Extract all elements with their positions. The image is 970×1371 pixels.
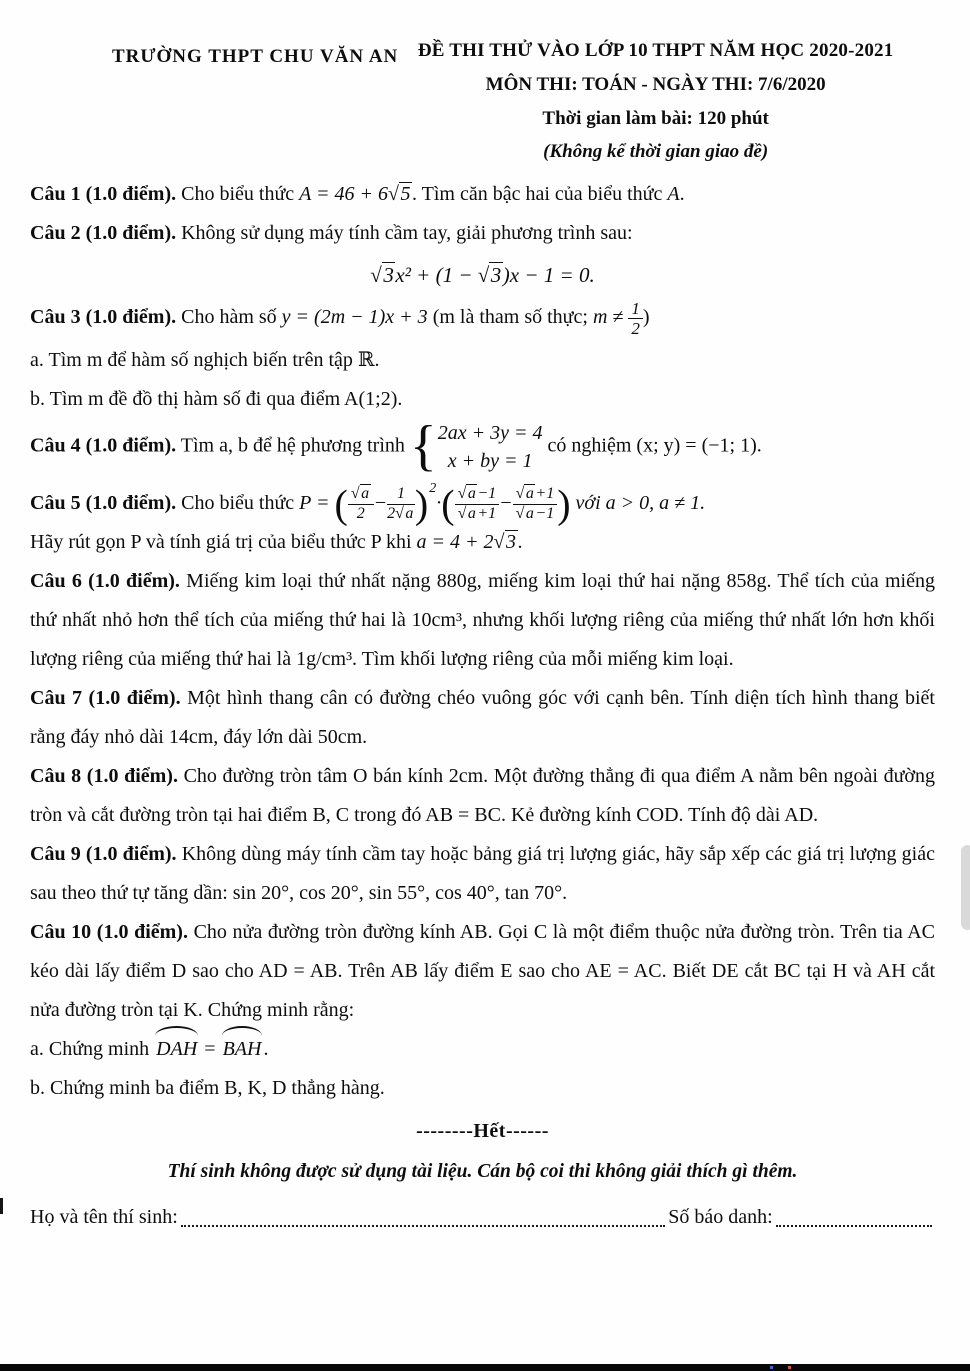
q5-formula bbox=[299, 480, 706, 527]
radicand: a bbox=[525, 504, 534, 522]
question-3a bbox=[30, 341, 935, 380]
open-paren: ( bbox=[441, 481, 455, 527]
exam-header bbox=[30, 34, 935, 169]
sqrt-radical bbox=[516, 484, 536, 502]
close-paren: ) bbox=[557, 481, 571, 527]
q2-radicand-1: 3 bbox=[383, 263, 394, 288]
sqrt-icon: √ bbox=[457, 485, 467, 503]
sqrt-radical bbox=[395, 504, 415, 522]
question-5 bbox=[30, 475, 935, 527]
den-coefficient: 2 bbox=[387, 504, 396, 522]
fraction-numerator: 1 bbox=[387, 485, 415, 504]
question-3 bbox=[30, 298, 935, 338]
sqrt-icon: √ bbox=[477, 263, 490, 288]
question-8-text: Cho đường tròn tâm O bán kính 2cm. Một đường thẳng đi qua điểm A nằm bên ngoài đường tròn và cắt đường tròn tại hai điểm B, C trong đó AB = BC. Kẻ đường kính COD. Tính độ dài AD. bbox=[30, 764, 935, 826]
header-note-line: (Không kể thời gian giao đề) bbox=[543, 141, 769, 163]
question-2-text: Không sử dụng máy tính cầm tay, giải phương trình sau: bbox=[176, 222, 633, 245]
sqrt-radical bbox=[494, 530, 518, 553]
fraction-numerator bbox=[348, 485, 374, 504]
question-7-text: Một hình thang cân có đường chéo vuông góc với cạnh bên. Tính diện tích hình thang biết rằng đáy nhỏ dài 14cm, đáy lớn dài 50cm. bbox=[30, 686, 935, 748]
exponent-2: 2 bbox=[429, 480, 437, 496]
fraction-1-over-2sqrta bbox=[387, 485, 415, 523]
question-5-label: Câu 5 (1.0 điểm). bbox=[30, 491, 177, 514]
question-4-text: Tìm a, b để hệ phương trình bbox=[176, 434, 410, 457]
sqrt-radical bbox=[388, 182, 412, 205]
minus-sign: − bbox=[499, 491, 513, 514]
den-tail: −1 bbox=[535, 504, 555, 522]
question-2-equation bbox=[30, 255, 935, 296]
sqrt-icon: √ bbox=[370, 263, 382, 288]
question-10-text: Cho nửa đường tròn đường kính AB. Gọi C là một điểm thuộc nửa đường tròn. Trên tia AC kéo dài lấy điểm D sao cho AD = AB. Trên AB lấy điểm E sao cho AE = AC. Biết DE cắt BC tại H và AH cắt nửa đường tròn tại K. Chứng minh rằng: bbox=[30, 920, 935, 1021]
fraction-numerator bbox=[513, 485, 558, 504]
subject-date-line: MÔN THI: TOÁN - NGÀY THI: 7/6/2020 bbox=[485, 73, 826, 95]
school-name: TRƯỜNG THPT CHU VĂN AN bbox=[112, 46, 399, 67]
sqrt-icon: √ bbox=[515, 504, 525, 522]
radicand: a bbox=[467, 485, 476, 503]
q5-condition: với a > 0, a ≠ 1. bbox=[570, 491, 706, 514]
radicand: a bbox=[405, 504, 414, 522]
question-3-label: Câu 3 (1.0 điểm). bbox=[30, 306, 177, 329]
scan-speck-artifact bbox=[788, 1366, 791, 1369]
sqrt-icon: √ bbox=[457, 504, 467, 522]
fraction-sqrta-plus-1 bbox=[513, 485, 558, 523]
radicand: a bbox=[361, 485, 370, 503]
equals-sign: = bbox=[199, 1037, 221, 1060]
question-5-text: Cho biểu thức bbox=[176, 491, 300, 514]
q2-eq-end: )x − 1 = 0. bbox=[502, 263, 595, 288]
question-9-text: Không dùng máy tính cầm tay hoặc bảng giá trị lượng giác, hãy sắp xếp các giá trị lượng giác sau theo thứ tự tăng dần: sin 20°, cos 20°, sin 55°, cos 40°, tan 70°. bbox=[30, 842, 935, 904]
end-of-exam-marker: --------Hết------ bbox=[416, 1119, 549, 1142]
fraction-numerator: 1 bbox=[628, 299, 643, 320]
sqrt-icon: √ bbox=[350, 485, 360, 503]
candidate-name-label: Họ và tên thí sinh: bbox=[30, 1205, 178, 1228]
question-8 bbox=[30, 757, 935, 835]
question-10-label: Câu 10 (1.0 điểm). bbox=[30, 920, 188, 943]
question-1 bbox=[30, 175, 935, 214]
fraction-denominator bbox=[387, 505, 415, 523]
scan-smudge-artifact bbox=[961, 845, 970, 930]
fraction-sqrta-minus-1 bbox=[455, 485, 500, 523]
question-10b bbox=[30, 1069, 935, 1108]
question-6 bbox=[30, 562, 935, 679]
question-2-label: Câu 2 (1.0 điểm). bbox=[30, 222, 177, 245]
angle-DAH: DAH bbox=[154, 1030, 199, 1069]
q3-function: y = (2m − 1)x + 3 bbox=[281, 306, 428, 329]
candidate-number-dotted-line bbox=[776, 1225, 932, 1227]
sqrt-radical bbox=[458, 504, 478, 522]
question-1-period: . bbox=[679, 183, 685, 206]
radicand: 3 bbox=[506, 530, 516, 553]
question-8-label: Câu 8 (1.0 điểm). bbox=[30, 764, 178, 787]
fraction-denominator: 2 bbox=[631, 319, 640, 339]
question-9-label: Câu 9 (1.0 điểm). bbox=[30, 842, 177, 865]
sqrt-radical bbox=[351, 484, 371, 502]
den-tail: +1 bbox=[477, 504, 497, 522]
num-tail: +1 bbox=[535, 485, 555, 503]
q1-expression: A = 46 + 6 bbox=[299, 183, 389, 206]
q2-eq-mid: x² + (1 − bbox=[395, 263, 478, 288]
question-5-line2 bbox=[30, 523, 935, 562]
question-3b-text: b. Tìm m đề đồ thị hàm số đi qua điểm A(1;2). bbox=[30, 387, 403, 410]
duration-line: Thời gian làm bài: 120 phút bbox=[542, 107, 769, 129]
close-paren: ) bbox=[414, 481, 429, 527]
question-3-text-2: (m là tham số thực; bbox=[427, 306, 593, 329]
fraction-denominator: 2 bbox=[356, 504, 365, 522]
question-2 bbox=[30, 214, 935, 253]
sqrt-radical bbox=[370, 262, 395, 287]
question-10 bbox=[30, 913, 935, 1030]
question-4-text-2: có nghiệm (x; y) = (−1; 1). bbox=[542, 434, 762, 457]
scan-edge-artifact bbox=[0, 1198, 3, 1214]
q1-var: A bbox=[667, 183, 680, 206]
exam-header-right bbox=[398, 34, 913, 169]
fraction-denominator bbox=[513, 505, 558, 523]
sqrt-radical bbox=[516, 504, 536, 522]
question-10a-text: a. Chứng minh bbox=[30, 1037, 155, 1060]
angle-BAH: BAH bbox=[221, 1030, 264, 1069]
sqrt-icon: √ bbox=[515, 485, 525, 503]
question-3a-text: a. Tìm m để hàm số nghịch biến trên tập ℝ. bbox=[30, 348, 380, 371]
sqrt-radical bbox=[458, 484, 478, 502]
fraction-denominator bbox=[455, 505, 500, 523]
fraction-one-half bbox=[628, 299, 643, 339]
fraction-sqrta-over-2 bbox=[348, 485, 374, 523]
question-6-label: Câu 6 (1.0 điểm). bbox=[30, 569, 180, 592]
question-1-label: Câu 1 (1.0 điểm). bbox=[30, 183, 177, 206]
open-paren: ( bbox=[334, 481, 348, 527]
question-3-text: Cho hàm số bbox=[176, 306, 282, 329]
question-1-text-2: . Tìm căn bậc hai của biểu thức bbox=[412, 183, 668, 206]
fraction-numerator bbox=[455, 485, 500, 504]
sqrt-icon: √ bbox=[388, 183, 399, 206]
q1-radicand: 5 bbox=[400, 183, 411, 206]
scan-bottom-bar-artifact bbox=[0, 1364, 970, 1371]
q3-condition: m ≠ bbox=[592, 306, 629, 329]
question-4 bbox=[30, 415, 935, 478]
sqrt-radical bbox=[478, 262, 503, 287]
exam-title: ĐỀ THI THỬ VÀO LỚP 10 THPT NĂM HỌC 2020-2021 bbox=[417, 40, 894, 61]
system-brace: { bbox=[409, 415, 437, 478]
multiplication-dot: · bbox=[436, 491, 442, 514]
system-equations bbox=[438, 419, 543, 475]
question-1-text: Cho biểu thức bbox=[176, 183, 300, 206]
question-10b-text: b. Chứng minh ba điểm B, K, D thẳng hàng. bbox=[30, 1076, 385, 1099]
radicand: a bbox=[525, 485, 534, 503]
system-equation-1: 2ax + 3y = 4 bbox=[437, 421, 543, 444]
q5-line2-expression: a = 4 + 2 bbox=[416, 530, 494, 553]
exam-footer-note: Thí sinh không được sử dụng tài liệu. Cán bộ coi thi không giải thích gì thêm. bbox=[167, 1160, 798, 1182]
sqrt-icon: √ bbox=[493, 530, 505, 553]
question-9 bbox=[30, 835, 935, 913]
question-10a-period: . bbox=[263, 1037, 269, 1060]
sqrt-icon: √ bbox=[395, 504, 404, 522]
question-10a bbox=[30, 1030, 935, 1069]
question-3b bbox=[30, 380, 935, 419]
question-4-label: Câu 4 (1.0 điểm). bbox=[30, 434, 177, 457]
q5-line2-period: . bbox=[517, 530, 523, 553]
q2-radicand-2: 3 bbox=[490, 263, 502, 288]
num-tail: −1 bbox=[477, 485, 497, 503]
question-3-close-paren: ) bbox=[642, 306, 650, 329]
radicand: a bbox=[467, 504, 476, 522]
question-6-text: Miếng kim loại thứ nhất nặng 880g, miếng kim loại thứ hai nặng 858g. Thể tích của miếng thứ nhất nhỏ hơn thể tích của miếng thứ hai là 10cm³, nhưng khối lượng riêng của miếng thứ nhất lớn hơn khối lượng riêng của miếng thứ hai là 1g/cm³. Tìm khối lượng riêng của mỗi miếng kim loại. bbox=[30, 569, 935, 670]
q5-P-equals: P = bbox=[299, 491, 335, 514]
q5-line2-text: Hãy rút gọn P và tính giá trị của biểu thức P khi bbox=[30, 530, 417, 553]
question-7 bbox=[30, 679, 935, 757]
equation-system bbox=[409, 415, 543, 478]
scan-speck-artifact bbox=[770, 1366, 773, 1369]
candidate-info-line bbox=[30, 1201, 935, 1233]
candidate-number-label: Số báo danh: bbox=[668, 1205, 773, 1228]
system-equation-2: x + by = 1 bbox=[447, 449, 533, 472]
question-7-label: Câu 7 (1.0 điểm). bbox=[30, 686, 181, 709]
candidate-name-dotted-line bbox=[181, 1225, 666, 1227]
minus-sign: − bbox=[373, 491, 388, 514]
